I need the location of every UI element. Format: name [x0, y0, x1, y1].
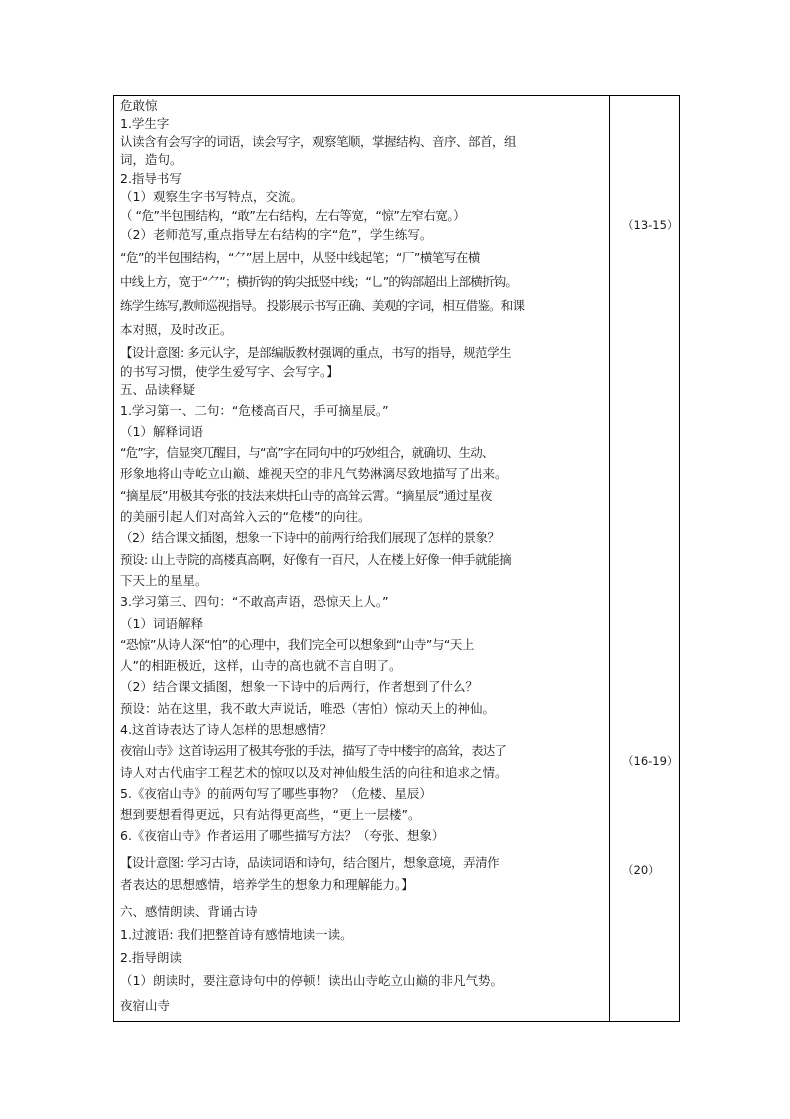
- text-line: “危”字，信显突兀醒目，与“高”字在同句中的巧妙组合，就确切、生动、: [120, 445, 494, 460]
- text-line: 夜宿山寺》这首诗运用了极其夸张的手法，描写了寺中楼宇的高耸，表达了: [120, 743, 507, 758]
- text-line: 1.过渡语: 我们把整首诗有感情地读一读。: [120, 927, 353, 942]
- text-line: 下天上的星星。: [120, 573, 208, 588]
- text-line: 本对照，及时改正。: [120, 322, 233, 337]
- text-line: 4.这首诗表达了诗人怎样的思想感情？: [120, 722, 332, 737]
- text-line: 六、感情朗读、背诵古诗: [120, 904, 258, 919]
- text-line: （1）解释词语: [120, 424, 203, 439]
- text-line: 人”的相距极近，这样，山寺的高也就不言自明了。: [120, 658, 402, 673]
- text-line: 5.《夜宿山寺》的前两句写了哪些事物？（危楼、星辰）: [120, 786, 432, 801]
- text-line: 【设计意图: 多元认字，是部编版教材强调的重点，书写的指导，规范学生: [120, 345, 512, 360]
- column-divider: [609, 96, 610, 1021]
- time-note: （16-19）: [622, 754, 679, 768]
- text-line: （2）结合课文插图，想象一下诗中的后两行，作者想到了什么？: [120, 679, 478, 694]
- text-line: “摘星辰”用极其夸张的技法来烘托山寺的高耸云霄。“摘星辰”通过星夜: [120, 488, 492, 503]
- text-line: 1.学习第一、二句：“危楼高百尺，手可摘星辰。”: [120, 403, 389, 418]
- text-line: 【设计意图: 学习古诗，品读词语和诗句，结合图片，想象意境，弄清作: [120, 855, 500, 870]
- time-note: （13-15）: [622, 218, 679, 232]
- text-line: 6.《夜宿山寺》作者运用了哪些描写方法？（夸张、想象）: [120, 828, 445, 843]
- text-line: 练学生练写,教师巡视指导。 投影展示书写正确、美观的字词，相互借鉴。和课: [120, 298, 525, 313]
- text-line: （1）词语解释: [120, 616, 203, 631]
- text-line: 中线上方，宽于“⺈”；横折钩的钩尖抵竖中线；“乚”的钩部超出上部横折钩。: [120, 274, 518, 289]
- text-line: 1.学生字: [120, 116, 170, 131]
- text-line: 形象地将山寺屹立山巅、雄视天空的非凡气势淋漓尽致地描写了出来。: [120, 466, 508, 481]
- text-line: “恐惊”从诗人深“怕”的心理中，我们完全可以想象到“山寺”与“天上: [120, 637, 474, 652]
- text-line: 词，造句。: [120, 152, 183, 167]
- text-line: 夜宿山寺: [120, 998, 171, 1013]
- text-line: 2.指导朗读: [120, 950, 182, 965]
- time-note: （20）: [622, 863, 660, 877]
- text-line: （1）观察生字书写特点，交流。: [120, 189, 303, 204]
- text-line: 预设: 山上寺院的高楼真高啊，好像有一百尺，人在楼上好像一伸手就能摘: [120, 552, 512, 567]
- text-line: （2）老师范写,重点指导左右结构的字“危”，学生练写。: [120, 227, 433, 242]
- text-line: 诗人对古代庙宇工程艺术的惊叹以及对神仙般生活的向往和追求之情。: [120, 765, 508, 780]
- text-line: 的书写习惯，使学生爱写字、会写字。】: [120, 364, 339, 379]
- text-line: 五、品读释疑: [120, 382, 196, 397]
- text-line: 的美丽引起人们对高耸入云的“危楼”的向往。: [120, 509, 371, 524]
- text-line: 认读含有会写字的词语，读会写字，观察笔顺，掌握结构、音序、部首，组: [120, 134, 517, 149]
- text-line: （ “危”半包围结构，“敢”左右结构，左右等宽，“惊”左窄右宽。）: [120, 208, 466, 223]
- text-line: （1）朗读时，要注意诗句中的停顿！读出山寺屹立山巅的非凡气势。: [120, 973, 503, 988]
- text-line: 危敢惊: [120, 98, 158, 113]
- text-line: 预设：站在这里，我不敢大声说话，唯恐（害怕）惊动天上的神仙。: [120, 701, 496, 716]
- text-line: 者表达的思想感情，培养学生的想象力和理解能力。】: [120, 877, 414, 892]
- text-line: 2.指导书写: [120, 171, 182, 186]
- text-line: 3.学习第三、四句：“不敢高声语，恐惊天上人。”: [120, 594, 389, 609]
- text-line: 想到要想看得更远，只有站得更高些，“更上一层楼”。: [120, 807, 421, 822]
- text-line: “危”的半包围结构，“⺈”居上居中，从竖中线起笔；“厂”横笔写在横: [120, 250, 480, 265]
- lesson-table: [113, 95, 680, 1022]
- text-line: （2）结合课文插图，想象一下诗中的前两行给我们展现了怎样的景象？: [120, 530, 500, 545]
